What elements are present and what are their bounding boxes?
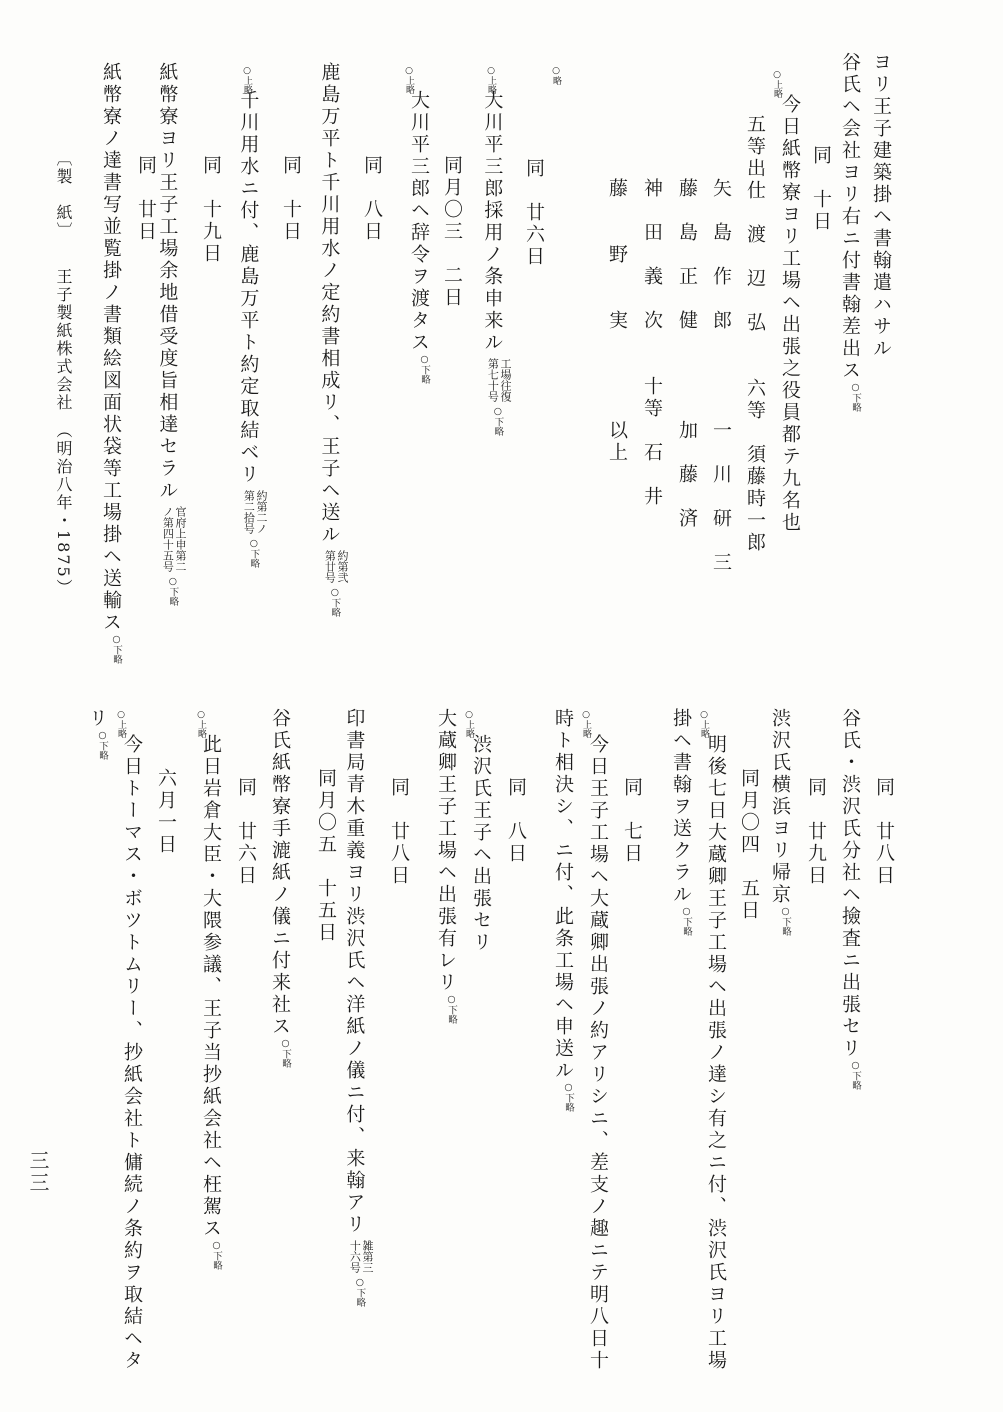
top-line-0: ヨリ王子建築掛ヘ書翰遣ハサル (870, 52, 892, 360)
bottom-line-3: 渋沢氏横浜ヨリ帰京○下略 (769, 708, 792, 936)
bottom-line-1: 谷氏・渋沢氏分社ヘ撿査ニ出張セリ○下略 (839, 708, 862, 1090)
ryaku-mark: ○上略 (772, 70, 782, 98)
top-line-10: 大川平三郎採用ノ条申来ル工場往復 第七十号○下略 (481, 90, 512, 436)
date-heading: 同 廿八日 (388, 777, 410, 887)
ryaku-note: ○下略 (211, 1240, 222, 1270)
ryaku-mark: ○略 (551, 66, 561, 85)
page-number: 三三 (26, 1150, 50, 1194)
bottom-line-12: 大蔵卿王子工場ヘ出張有レリ○下略 (435, 708, 458, 1024)
ryaku-mark: ○上略 (116, 710, 126, 738)
date-heading: 六月一日 (155, 768, 177, 856)
top-line-6: 藤 島 正 健 加 藤 済 (676, 178, 698, 530)
ryaku-note: ○下略 (329, 587, 341, 617)
ryaku-note: ○下略 (850, 1060, 861, 1090)
ryaku-note: ○下略 (563, 1082, 574, 1112)
bottom-line-11: 渋沢氏王子ヘ出張セリ (470, 734, 492, 954)
ryaku-note: ○下略 (280, 1038, 291, 1068)
top-line-4: 五等出仕 渡 辺 弘 六等 須藤時一郎 (744, 114, 766, 554)
bottom-line-8: 今日王子工場ヘ大蔵卿出張ノ約アリシニ、差支ノ趣ニテ明八日十 (587, 734, 609, 1372)
bottom-line-18: 此日岩倉大臣・大隈参議、王子当抄紙会社ヘ枉駕ス○下略 (200, 734, 223, 1270)
top-line-20: 紙幣寮ノ達書写並覧掛ノ書類絵図面状袋等工場掛ヘ送輸ス○下略 (100, 62, 123, 664)
top-line-18: 紙幣寮ヨリ王子工場余地借受度旨相達セラル官府上申第二 ノ第四十五号○下略 (156, 62, 187, 606)
bottom-line-21: リ○下略 (86, 708, 109, 760)
ryaku-note: ○下略 (780, 906, 791, 936)
top-line-12: 大川平三郎ヘ辞令ヲ渡タス○下略 (408, 90, 431, 384)
running-footer: 〔製 紙〕 王子製紙株式会社 （明治八年・1875） (54, 150, 73, 597)
bottom-line-16: 谷氏紙幣寮手漉紙ノ儀ニ付来社ス○下略 (269, 708, 292, 1068)
ryaku-note: ○下略 (354, 1277, 366, 1307)
ryaku-mark: ○上略 (242, 66, 252, 94)
date-heading: 同 七日 (621, 777, 643, 865)
top-line-5: 矢 島 作 郎 一 川 研 三 (710, 178, 732, 574)
date-heading: 同 八日 (505, 777, 527, 865)
top-line-3: 今日紙幣寮ヨリ工場ヘ出張之役員都テ九名也 (779, 94, 801, 534)
ryaku-note: ○下略 (492, 406, 504, 436)
date-heading: 同 廿九日 (805, 777, 827, 887)
top-line-7: 神 田 義 次 十等 石 井 (641, 178, 663, 508)
date-heading: 同月〇五 十五日 (315, 768, 337, 944)
date-heading: 同 十九日 (200, 155, 222, 265)
ryaku-mark: ○上略 (699, 710, 709, 738)
ryaku-note: ○下略 (111, 634, 122, 664)
top-line-8: 藤 野 実 以上 (606, 178, 628, 464)
date-heading: 同 廿六日 (235, 777, 257, 887)
ryaku-mark: ○上略 (404, 66, 414, 94)
ryaku-note: ○下略 (167, 576, 179, 606)
ryaku-mark: ○上略 (581, 710, 591, 738)
ryaku-note: ○下略 (97, 730, 108, 760)
date-heading: 同 十日 (810, 145, 832, 233)
ryaku-mark: ○上略 (486, 66, 496, 94)
ryaku-note: ○下略 (248, 538, 260, 568)
bottom-line-14: 印書局青木重義ヨリ渋沢氏ヘ洋紙ノ儀ニ付、来翰アリ雑第三 十六号○下略 (343, 708, 374, 1307)
top-line-16: 千川用水ニ付、鹿島万平ト約定取結ベリ約第二ノ 第二拾号○下略 (237, 90, 268, 568)
top-line-14: 鹿島万平ト千川用水ノ定約書相成リ、王子ヘ送ル約第弐 第廿号○下略 (318, 62, 349, 617)
bottom-line-6: 掛ヘ書翰ヲ送クラル○下略 (670, 708, 693, 936)
date-heading: 同 八日 (361, 155, 383, 243)
ryaku-mark: ○上略 (196, 710, 206, 738)
ryaku-note: ○下略 (681, 906, 692, 936)
bottom-line-20: 今日トーマス・ボツトムリー、抄紙会社ト傭続ノ条約ヲ取結ヘタ (121, 734, 143, 1372)
ryaku-note: ○下略 (850, 382, 861, 412)
ryaku-mark: ○上略 (464, 710, 474, 738)
date-heading: 同 廿日 (135, 155, 157, 243)
date-heading: 同 廿八日 (873, 777, 895, 887)
date-heading: 同月〇四 五日 (738, 768, 760, 922)
ryaku-note: ○下略 (419, 354, 430, 384)
bottom-line-5: 明後七日大蔵卿王子工場ヘ出張ノ達シ有之ニ付、渋沢氏ヨリ工場 (705, 734, 727, 1372)
date-heading: 同月〇三 二日 (441, 155, 463, 309)
date-heading: 同 十日 (280, 155, 302, 243)
ryaku-note: ○下略 (446, 994, 457, 1024)
top-line-1: 谷氏ヘ会社ヨリ右ニ付書翰差出ス○下略 (839, 52, 862, 412)
date-heading: 同 廿六日 (523, 158, 545, 268)
bottom-line-9: 時ト相決シ、ニ付、此条工場ヘ申送ル○下略 (552, 708, 575, 1112)
